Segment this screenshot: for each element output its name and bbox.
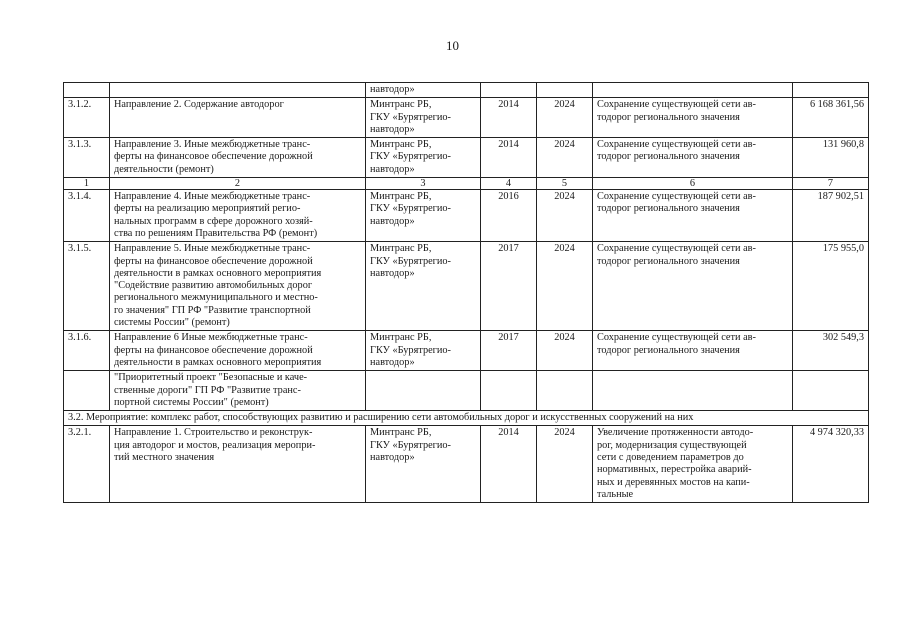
text-line: Минтранс РБ, — [370, 191, 432, 203]
text-line: регионального межмуниципального и местно- — [114, 292, 318, 304]
text-line: тий местного значения — [114, 452, 215, 464]
cell-executor — [366, 190, 481, 242]
column-number: 2 — [110, 178, 366, 190]
text-line: ГКУ «Бурятрегио- — [370, 203, 451, 215]
column-number: 5 — [537, 178, 593, 190]
cell-end-year: 2024 — [537, 331, 593, 371]
cell-name — [110, 138, 366, 178]
text-line: го значения" ГП РФ "Развитие транспортной — [114, 304, 311, 316]
text-line: тодорог регионального значения — [597, 255, 740, 267]
cell-end-year: 2024 — [537, 426, 593, 503]
cell-end-year: 2024 — [537, 190, 593, 242]
text-line: Увеличение протяженности автодо- — [597, 427, 754, 439]
cell-start-year: 2017 — [481, 242, 537, 331]
cell-number: 3.1.5. — [64, 242, 110, 331]
cell-amount: 302 549,3 — [793, 331, 869, 371]
text-line: портной системы России" (ремонт) — [114, 396, 269, 408]
section-rows — [64, 426, 869, 503]
column-number: 7 — [793, 178, 869, 190]
cell-end-year: 2024 — [537, 138, 593, 178]
cell-start-year: 2017 — [481, 331, 537, 371]
text-line: Направление 4. Иные межбюджетные транс- — [114, 191, 311, 203]
cell-result — [593, 331, 793, 371]
text-line: Минтранс РБ, — [370, 139, 432, 151]
column-number: 3 — [366, 178, 481, 190]
table-row — [64, 331, 869, 371]
column-number: 1 — [64, 178, 110, 190]
column-number: 6 — [593, 178, 793, 190]
section-header — [64, 411, 869, 426]
text-line: Сохранение существующей сети ав- — [597, 191, 756, 203]
text-line: ГКУ «Бурятрегио- — [370, 255, 451, 267]
cell-amount: 6 168 361,56 — [793, 98, 869, 138]
text-line: Сохранение существующей сети ав- — [597, 99, 756, 111]
cell-name — [110, 83, 366, 98]
text-line: сети с доведением параметров до — [597, 452, 744, 464]
table-row — [64, 426, 869, 503]
cell-start-year: 2014 — [481, 138, 537, 178]
text-line: деятельности в рамках основного мероприятия — [114, 356, 322, 368]
cell-amount: 175 955,0 — [793, 242, 869, 331]
text-line: нальных программ в сфере дорожного хозяй- — [114, 215, 313, 227]
cell-result — [593, 83, 793, 98]
page-number: 10 — [446, 38, 459, 53]
text-line: ферты на финансовое обеспечение дорожной — [114, 255, 313, 267]
cell-name — [110, 371, 366, 411]
cell-executor — [366, 98, 481, 138]
text-line: Минтранс РБ, — [370, 427, 432, 439]
section-row — [64, 411, 869, 426]
text-line: навтодор» — [370, 163, 415, 175]
program-table — [63, 82, 869, 503]
cell-amount: 187 902,51 — [793, 190, 869, 242]
cell-result — [593, 190, 793, 242]
cell-executor — [366, 242, 481, 331]
text-line: Сохранение существующей сети ав- — [597, 332, 756, 344]
text-line: Сохранение существующей сети ав- — [597, 139, 756, 151]
text-line: Минтранс РБ, — [370, 332, 432, 344]
cell-amount — [793, 371, 869, 411]
cell-start-year: 2016 — [481, 190, 537, 242]
cell-number — [64, 83, 110, 98]
text-line: нормативных, перестройка аварий- — [597, 464, 752, 476]
cell-executor — [366, 83, 481, 98]
text-line: Направление 1. Строительство и реконструк- — [114, 427, 313, 439]
cell-name — [110, 331, 366, 371]
cell-start-year — [481, 371, 537, 411]
table-row — [64, 242, 869, 331]
cell-end-year: 2024 — [537, 242, 593, 331]
text-line: Направление 5. Иные межбюджетные транс- — [114, 243, 311, 255]
table-row — [64, 98, 869, 138]
text-line: навтодор» — [370, 84, 415, 95]
text-line: навтодор» — [370, 452, 415, 464]
cell-amount: 4 974 320,33 — [793, 426, 869, 503]
text-line: навтодор» — [370, 267, 415, 279]
text-line: Минтранс РБ, — [370, 243, 432, 255]
cell-amount — [793, 83, 869, 98]
cell-number: 3.1.4. — [64, 190, 110, 242]
cell-name — [110, 242, 366, 331]
cell-name — [110, 98, 366, 138]
column-number-header — [64, 178, 869, 190]
cell-result — [593, 426, 793, 503]
text-line: деятельности (ремонт) — [114, 163, 214, 175]
cell-result — [593, 371, 793, 411]
text-line: тодорог регионального значения — [597, 151, 740, 163]
column-number-row — [64, 178, 869, 190]
continuation-row — [64, 83, 869, 98]
text-line: Минтранс РБ, — [370, 99, 432, 111]
cell-name — [110, 190, 366, 242]
text-line: ных и деревянных мостов на капи- — [597, 476, 750, 488]
text-line: ГКУ «Бурятрегио- — [370, 344, 451, 356]
text-line: системы России" (ремонт) — [114, 317, 230, 329]
text-line: тодорог регионального значения — [597, 344, 740, 356]
text-line: ферты на реализацию мероприятий регио- — [114, 203, 301, 215]
cell-executor — [366, 331, 481, 371]
cell-executor — [366, 138, 481, 178]
cell-number: 3.1.3. — [64, 138, 110, 178]
cell-start-year: 2014 — [481, 426, 537, 503]
text-line: ферты на финансовое обеспечение дорожной — [114, 151, 313, 163]
cell-end-year — [537, 371, 593, 411]
cell-number: 3.2.1. — [64, 426, 110, 503]
text-line: Направление 3. Иные межбюджетные транс- — [114, 139, 311, 151]
cell-amount: 131 960,8 — [793, 138, 869, 178]
text-line: ственные дороги" ГП РФ "Развитие транс- — [114, 384, 301, 396]
cell-name — [110, 426, 366, 503]
table-row — [64, 138, 869, 178]
text-line: ция автодорог и мостов, реализация меропри- — [114, 439, 316, 451]
text-line: "Приоритетный проект "Безопасные и каче- — [114, 372, 308, 384]
cell-executor — [366, 371, 481, 411]
text-line: тодорог регионального значения — [597, 111, 740, 123]
text-line: деятельности в рамках основного мероприятия — [114, 267, 322, 279]
cell-number — [64, 371, 110, 411]
text-line: ГКУ «Бурятрегио- — [370, 151, 451, 163]
cell-result — [593, 138, 793, 178]
cell-end-year — [537, 83, 593, 98]
text-line: ГКУ «Бурятрегио- — [370, 439, 451, 451]
table-row — [64, 371, 869, 411]
rows-before-header — [64, 83, 869, 178]
text-line: навтодор» — [370, 123, 415, 135]
text-line: тодорог регионального значения — [597, 203, 740, 215]
cell-start-year — [481, 83, 537, 98]
text-line: тальные — [597, 488, 634, 500]
text-line: Сохранение существующей сети ав- — [597, 243, 756, 255]
cell-number: 3.1.2. — [64, 98, 110, 138]
text-line: ферты на финансовое обеспечение дорожной — [114, 344, 313, 356]
text-line: навтодор» — [370, 215, 415, 227]
table-row — [64, 190, 869, 242]
text-line: "Содействие развитию автомобильных дорог — [114, 280, 313, 292]
rows-after-header — [64, 190, 869, 411]
cell-number: 3.1.6. — [64, 331, 110, 371]
column-number: 4 — [481, 178, 537, 190]
text-line: Направление 2. Содержание автодорог — [114, 99, 284, 111]
text-line: Направление 6 Иные межбюджетные транс- — [114, 332, 308, 344]
text-line: навтодор» — [370, 356, 415, 368]
cell-executor — [366, 426, 481, 503]
section-title: 3.2. Мероприятие: комплекс работ, способствующих развитию и расширению сети автомобильных дорог и искусственных сооружений на них — [64, 411, 869, 426]
text-line: ства по решениям Правительства РФ (ремонт) — [114, 227, 318, 239]
cell-end-year: 2024 — [537, 98, 593, 138]
cell-result — [593, 98, 793, 138]
cell-result — [593, 242, 793, 331]
text-line: рог, модернизация существующей — [597, 439, 747, 451]
text-line: ГКУ «Бурятрегио- — [370, 111, 451, 123]
cell-start-year: 2014 — [481, 98, 537, 138]
